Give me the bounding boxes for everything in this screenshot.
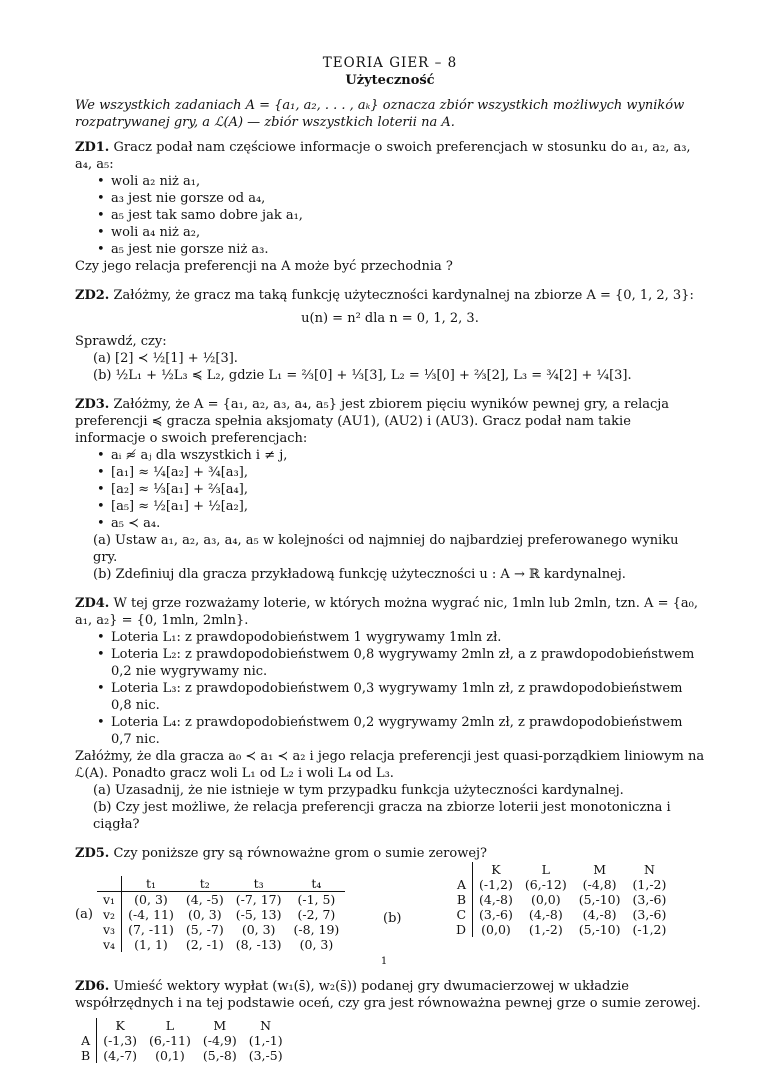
list-item: • a₅ ≺ a₄.	[97, 515, 705, 532]
list-item: • [a₁] ≈ ¼[a₂] + ¾[a₃],	[97, 464, 705, 481]
table-cell: (0,0)	[530, 892, 561, 907]
column-header: N	[260, 1018, 272, 1033]
row-label: v₂	[97, 907, 122, 922]
table-cell: (7, -11)	[128, 922, 174, 937]
exercise-zd2	[75, 287, 705, 384]
list-item: • Loteria L₂: z prawdopodobieństwem 0,8 wygrywamy 2mln zł, a z prawdopodobieństwem 0,2 nie wygrywamy nic.	[97, 646, 705, 680]
column-header: t₃	[230, 876, 288, 892]
row-label: C	[450, 907, 473, 922]
table-cell: (3,-6)	[632, 907, 667, 922]
table-cell: (1,-2)	[632, 877, 667, 892]
zd4-label: ZD4.	[75, 596, 110, 611]
list-item: • aᵢ ≉ aⱼ dla wszystkich i ≠ j,	[97, 447, 705, 464]
exercise-zd6	[75, 978, 705, 1063]
table-row	[450, 907, 672, 922]
table-cell: (0, 3)	[187, 907, 222, 922]
table-row	[97, 892, 345, 908]
zd3-part-b: (b) Zdefiniuj dla gracza przykładową funkcję użyteczności u : A → ℝ kardynalnej.	[93, 567, 626, 582]
table-cell: (-1, 5)	[297, 892, 336, 907]
row-label: v₃	[97, 922, 122, 937]
table-cell: (5,-8)	[202, 1048, 237, 1063]
zd1-list	[75, 173, 705, 258]
table-cell: (5,-10)	[578, 922, 621, 937]
table-cell: (3,-6)	[479, 907, 513, 922]
list-item: • Loteria L₃: z prawdopodobieństwem 0,3 wygrywamy 1mln zł, z prawdopodobieństwem 0,8 nic.	[97, 680, 705, 714]
table-cell: (1, 1)	[134, 937, 168, 952]
table-cell: (-4,8)	[582, 877, 617, 892]
page-number: 1	[380, 956, 388, 967]
table-row	[450, 922, 672, 937]
table-row	[75, 1048, 289, 1063]
list-item: • [a₂] ≈ ⅓[a₁] + ⅔[a₄],	[97, 481, 705, 498]
row-label: B	[450, 892, 473, 907]
table-header-row	[97, 876, 345, 892]
zd1-label: ZD1.	[75, 140, 110, 155]
table-cell: (4,-8)	[528, 907, 563, 922]
list-item: • woli a₂ niż a₁,	[97, 173, 705, 190]
zd3-part-a: (a) Ustaw a₁, a₂, a₃, a₄, a₅ w kolejności od najmniej do najbardziej preferowanego wyniku gry.	[93, 533, 679, 565]
row-label: A	[75, 1033, 97, 1048]
column-header: K	[491, 862, 501, 877]
row-label: D	[450, 922, 473, 937]
zd3-list	[75, 447, 705, 532]
zd4-part-b: (b) Czy jest możliwe, że relacja preferencji gracza na zbiorze loterii jest monotoniczna i ciągła?	[93, 800, 671, 832]
row-label: v₁	[97, 892, 122, 908]
intro-paragraph: We wszystkich zadaniach A = {a₁, a₂, . . . , aₖ} oznacza zbiór wszystkich możliwych wyników rozpatrywanej gry, a ℒ(A) — zbiór wszystkich loterii na A.	[75, 98, 685, 130]
zd6-text: Umieść wektory wypłat (w₁(s̄), w₂(s̄)) podanej gry dwumacierzowej w układzie współrzędnych i na tej podstawie oceń, czy gra jest równoważna pewnej grze o sumie zerowej.	[75, 979, 701, 1011]
column-header: L	[541, 862, 550, 877]
zd5-a-label: (a)	[75, 907, 93, 922]
list-item: • a₃ jest nie gorsze od a₄,	[97, 190, 705, 207]
table-cell: (4,-7)	[103, 1048, 138, 1063]
table-cell: (4,-8)	[479, 892, 513, 907]
list-item: • Loteria L₁: z prawdopodobieństwem 1 wygrywamy 1mln zł.	[97, 629, 705, 646]
table-cell: (6,-11)	[149, 1033, 191, 1048]
table-cell: (8, -13)	[235, 937, 282, 952]
row-label: v₄	[97, 937, 122, 952]
exercise-zd1	[75, 139, 705, 275]
document-subtitle: Użyteczność	[345, 73, 435, 88]
zd2-formula: u(n) = n² dla n = 0, 1, 2, 3.	[301, 311, 479, 326]
table-cell: (0,0)	[481, 922, 511, 937]
zd5-b-label: (b)	[383, 911, 402, 926]
zd4-assumption: Załóżmy, że dla gracza a₀ ≺ a₁ ≺ a₂ i jego relacja preferencji jest quasi-porządkiem liniowym na ℒ(A). Ponadto gracz woli L₁ od L₂ i woli L₄ od L₃.	[75, 749, 705, 781]
zd1-question: Czy jego relacja preferencji na A może być przechodnia ?	[75, 259, 453, 274]
document-title: TEORIA GIER – 8	[322, 55, 458, 71]
zd3-label: ZD3.	[75, 397, 110, 412]
table-cell: (4, -5)	[185, 892, 224, 907]
table-row	[97, 922, 345, 937]
zd3-text: Załóżmy, że A = {a₁, a₂, a₃, a₄, a₅} jest zbiorem pięciu wyników pewnej gry, a relacja preferencji ≼ gracza spełnia aksjomaty (AU1), (AU2) i (AU3). Gracz podał nam takie informacje o swoich preferencjach:	[75, 397, 670, 446]
table-cell: (-4,9)	[202, 1033, 237, 1048]
column-header: L	[165, 1018, 175, 1033]
column-header: M	[593, 862, 607, 877]
zd5-tables	[75, 862, 705, 966]
table-row	[97, 907, 345, 922]
zd4-list	[75, 629, 705, 748]
table-row	[75, 1033, 289, 1048]
zd2-part-b: (b) ½L₁ + ½L₃ ≼ L₂, gdzie L₁ = ⅔[0] + ⅓[3], L₂ = ⅓[0] + ⅔[2], L₃ = ¾[2] + ¼[3].	[93, 368, 632, 383]
row-label: A	[450, 877, 473, 892]
table-corner	[450, 862, 473, 877]
table-cell: (0,1)	[155, 1048, 185, 1063]
table-row	[450, 877, 672, 892]
table-cell: (-1,2)	[632, 922, 667, 937]
table-cell: (3,-5)	[248, 1048, 283, 1063]
table-header-row	[75, 1018, 289, 1033]
table-cell: (3,-6)	[632, 892, 667, 907]
table-row	[450, 892, 672, 907]
zd5-table-a	[97, 876, 345, 952]
table-cell: (0, 3)	[241, 922, 276, 937]
column-header: t₁	[122, 876, 180, 892]
column-header: t₄	[288, 876, 346, 892]
table-cell: (4,-8)	[582, 907, 617, 922]
document-page	[75, 55, 705, 1075]
zd5-text: Czy poniższe gry są równoważne grom o sumie zerowej?	[113, 846, 488, 861]
table-cell: (-7, 17)	[235, 892, 282, 907]
table-cell: (0, 3)	[134, 892, 168, 907]
row-label: B	[75, 1048, 97, 1063]
table-header-row	[450, 862, 672, 877]
zd4-text: W tej grze rozważamy loterie, w których można wygrać nic, 1mln lub 2mln, tzn. A = {a₀, a₁, a₂} = {0, 1mln, 2mln}.	[75, 596, 698, 628]
list-item: • a₅ jest nie gorsze niż a₃.	[97, 241, 705, 258]
table-cell: (0, 3)	[299, 937, 334, 952]
zd2-text: Załóżmy, że gracz ma taką funkcję użyteczności kardynalnej na zbiorze A = {0, 1, 2, 3}:	[113, 288, 694, 303]
table-cell: (-1,2)	[479, 877, 513, 892]
table-row	[97, 937, 345, 952]
exercise-zd3	[75, 396, 705, 583]
zd6-label: ZD6.	[75, 979, 110, 994]
table-cell: (-4, 11)	[128, 907, 174, 922]
zd2-check: Sprawdź, czy:	[75, 334, 167, 349]
exercise-zd4	[75, 595, 705, 833]
table-corner	[97, 876, 122, 892]
zd4-part-a: (a) Uzasadnij, że nie istnieje w tym przypadku funkcja użyteczności kardynalnej.	[93, 783, 624, 798]
column-header: M	[213, 1018, 227, 1033]
table-cell: (5, -7)	[185, 922, 224, 937]
zd1-text: Gracz podał nam częściowe informacje o swoich preferencjach w stosunku do a₁, a₂, a₃, a₄, a₅:	[75, 140, 691, 172]
table-cell: (1,-1)	[248, 1033, 283, 1048]
zd2-label: ZD2.	[75, 288, 110, 303]
table-cell: (-1,3)	[103, 1033, 138, 1048]
column-header: K	[115, 1018, 125, 1033]
zd5-table-b	[450, 862, 673, 937]
zd5-label: ZD5.	[75, 846, 110, 861]
table-corner	[75, 1018, 97, 1033]
zd6-table	[75, 1018, 289, 1063]
table-cell: (5,-10)	[578, 892, 621, 907]
table-cell: (6,-12)	[524, 877, 567, 892]
table-cell: (-8, 19)	[293, 922, 340, 937]
zd2-part-a: (a) [2] ≺ ½[1] + ½[3].	[93, 351, 238, 366]
list-item: • woli a₄ niż a₂,	[97, 224, 705, 241]
table-cell: (-5, 13)	[235, 907, 282, 922]
table-cell: (-2, 7)	[297, 907, 336, 922]
column-header: N	[643, 862, 655, 877]
table-cell: (2, -1)	[185, 937, 224, 952]
list-item: • [a₅] ≈ ½[a₁] + ½[a₂],	[97, 498, 705, 515]
list-item: • Loteria L₄: z prawdopodobieństwem 0,2 wygrywamy 2mln zł, z prawdopodobieństwem 0,7 nic.	[97, 714, 705, 748]
list-item: • a₅ jest tak samo dobre jak a₁,	[97, 207, 705, 224]
exercise-zd5	[75, 845, 705, 966]
table-cell: (1,-2)	[528, 922, 563, 937]
column-header: t₂	[180, 876, 230, 892]
